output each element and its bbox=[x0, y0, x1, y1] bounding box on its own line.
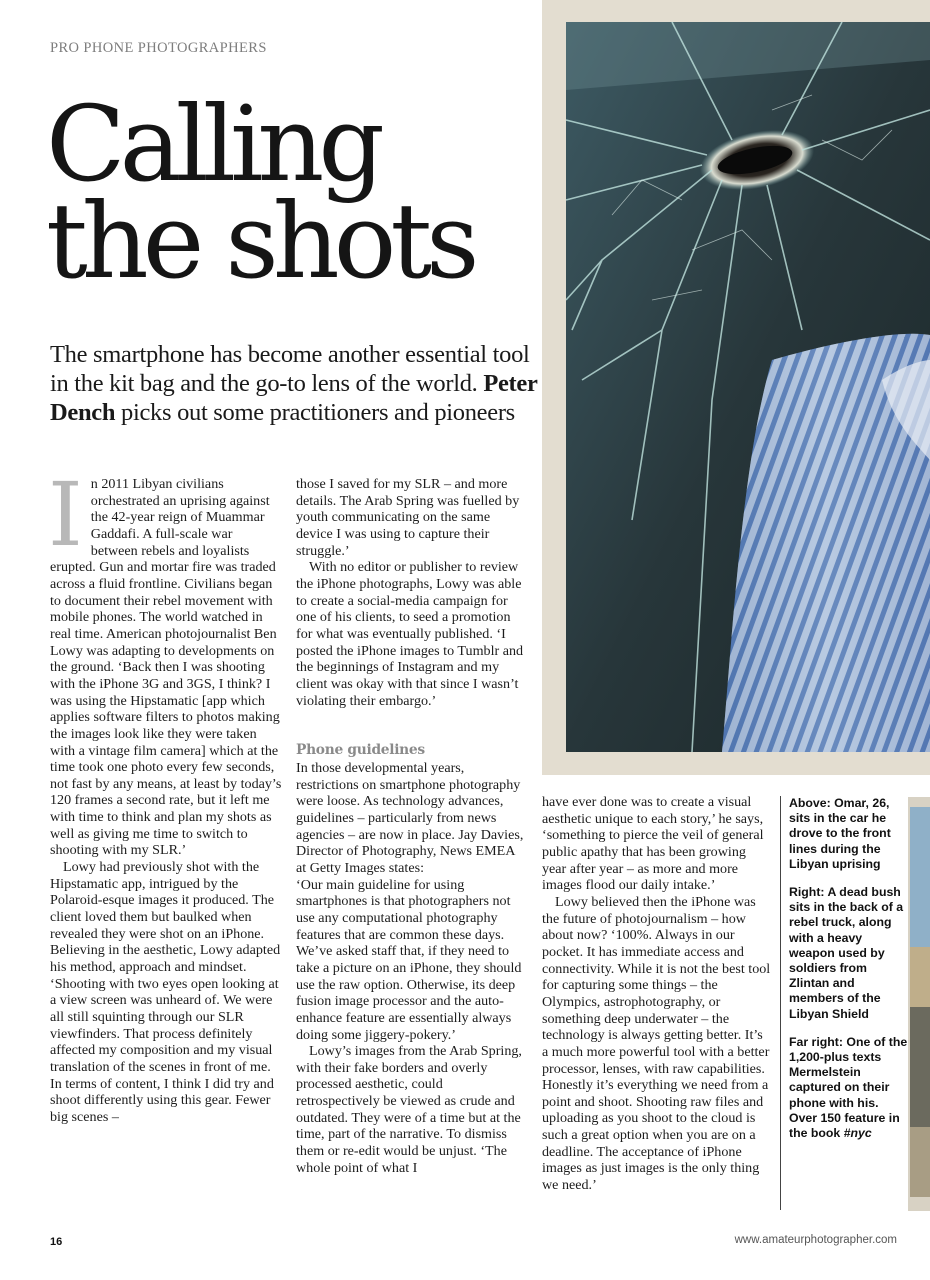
article-column-2-bottom bbox=[296, 741, 528, 1176]
headline-line-1: Calling bbox=[46, 83, 379, 205]
article-column-3 bbox=[542, 794, 772, 1194]
photo-captions bbox=[780, 796, 909, 1210]
article-column-1 bbox=[48, 463, 282, 1126]
article-column-2-top bbox=[296, 476, 528, 709]
standfirst bbox=[50, 340, 540, 427]
standfirst-text: The smartphone has become another essential tool in the kit bag and the go-to lens of the world. bbox=[50, 341, 530, 397]
book-title: #nyc bbox=[843, 1126, 872, 1141]
paragraph: Lowy believed then the iPhone was the future of photojournalism – how about now? ‘100%. Always in our pocket. It has immediate access and connectivity. While it is not the best tool for capturing some things – the Olympics, astrophotography, or something deep underwater – the technology is always getting better. It’s a much more powerful tool with a better processor, lenses, with raw capabilities. Honestly it’s everything we need from a point and shoot. Shooting raw files and uploading as you shoot to the cloud is such a great option when you are on a deadline. The acceptance of iPhone images as just images is the only thing we need.’ bbox=[542, 893, 771, 1194]
author-name: Peter Dench bbox=[50, 370, 538, 426]
main-photo bbox=[542, 0, 930, 775]
paragraph: Lowy had previously shot with the Hipstamatic app, intrigued by the Polaroid-esque images it produced. The client loved them but baulked when revealed they were shot on an iPhone. Believing in the aesthetic, Lowy adapted his method, approach and mindset. ‘Shooting with two eyes open looking at a view screen was unheard of. We were all still squinting through our SLR viewfinders. That process definitely affected my composition and my visual translation of the scenes in front of me. In terms of content, I think I did try and shoot differently using this gear. Fewer big scenes – bbox=[50, 859, 281, 1125]
drop-cap: I bbox=[48, 463, 83, 566]
standfirst-text-end: picks out some practitioners and pioneers bbox=[115, 399, 515, 426]
paragraph: have ever done was to create a visual aesthetic unique to each story,’ he says, ‘something to pierce the veil of general public apathy that has been growing year after year – as more and more images flood our daily intake.’ bbox=[542, 794, 764, 894]
photo-shattered-windshield bbox=[542, 0, 930, 775]
page-number: 16 bbox=[50, 1236, 63, 1248]
page-title bbox=[46, 83, 546, 302]
paragraph: Lowy’s images from the Arab Spring, with their fake borders and overly processed aesthetic, could retrospectively be viewed as crude and outdated. They were of a time but at the time, part of the narrative. To dismiss them or re-edit would be unjust. ‘The whole point of what I bbox=[296, 1043, 522, 1176]
paragraph: In those developmental years, restrictions on smartphone photography were loose. As technology advances, guidelines – particularly from news agencies – are now in place. Jay Davies, Director of Photography, News EMEA at Getty Images states: bbox=[296, 760, 524, 876]
footer-url: www.amateurphotographer.com bbox=[734, 1234, 897, 1246]
secondary-photo bbox=[908, 797, 930, 1211]
photo-truck-edge bbox=[908, 797, 930, 1211]
headline-line-2: the shots bbox=[46, 179, 474, 302]
caption-right: Right: A dead bush sits in the back of a rebel truck, along with a heavy weapon used by soldiers from Zlintan and members of the Libyan Shield bbox=[789, 885, 904, 1021]
section-label: PRO PHONE PHOTOGRAPHERS bbox=[50, 40, 267, 56]
paragraph: In 2011 Libyan civilians orchestrated an uprising against the 42-year reign of Muammar Gaddafi. A full-scale war between rebels and loyalists erupted. Gun and mortar fire was traded across a fluid frontline. Civilians began to document their rebel movement with mobile phones. The world watched in real time. American photojournalist Ben Lowy was adapting to developments on the ground. ‘Back then I was shooting with the iPhone 3G and 3GS, I think? I was using the Hipstamatic [app which applies software filters to photos making the images look like they were taken with a vintage film camera] which at the time took one photo every few seconds, not fast by any means, at least by today’s 120 frames a second rate, but it left me with time to think and plan my shots as well as giving me time to switch to shooting with my SLR.’ bbox=[48, 463, 282, 859]
paragraph: those I saved for my SLR – and more details. The Arab Spring was fuelled by youth communicating on the same device I was using to capture their struggle.’ bbox=[296, 476, 520, 559]
caption-far-right: Far right: One of the 1,200-plus texts Mermelstein captured on their phone with his. Over 150 feature in the book #nyc bbox=[789, 1034, 908, 1141]
paragraph: With no editor or publisher to review the iPhone photographs, Lowy was able to create a social-media campaign for one of his clients, to seed a promotion for what was eventually published. ‘I posted the iPhone images to Tumblr and the beginnings of Instagram and my client was okay with that since I wasn’t violating their embargo.’ bbox=[296, 559, 524, 709]
caption-above: Above: Omar, 26, sits in the car he drove to the front lines during the Libyan uprising bbox=[789, 796, 891, 871]
subheading: Phone guidelines bbox=[296, 742, 425, 758]
paragraph: ‘Our main guideline for using smartphones is that photographers not use any computational photography features that are common these days. We’ve asked staff that, if they need to take a picture on an iPhone, they should use the raw option. Otherwise, its deep fusion image processor and the auto-enhance feature are essentially always doing some jiggery-pokery.’ bbox=[296, 876, 522, 1043]
